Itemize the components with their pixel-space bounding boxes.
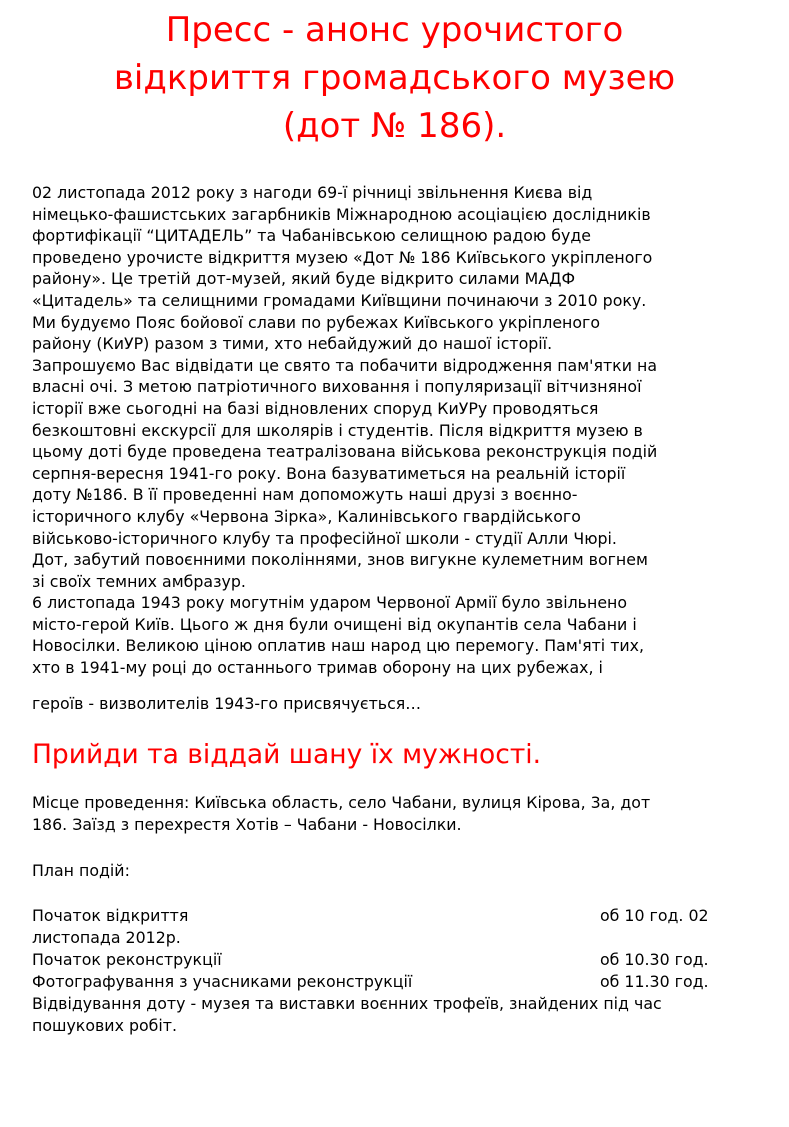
title-line: Пресс - анонс урочистого xyxy=(165,10,624,50)
announcement-body xyxy=(32,182,762,714)
schedule-event: Початок відкриття xyxy=(32,906,189,925)
schedule-row xyxy=(32,905,772,927)
body-line: військово-історичного клубу та професійної школи - студії Алли Чюрі. xyxy=(32,528,617,548)
venue-line: Місце проведення: Київська область, село Чабани, вулиця Кірова, 3а, дот xyxy=(32,793,651,812)
schedule-row xyxy=(32,971,772,993)
page-title xyxy=(0,6,789,150)
body-line: хто в 1941-му році до останнього тримав оборону на цих рубежах, і xyxy=(32,658,603,678)
plan-title: План подій: xyxy=(32,861,130,880)
body-line: безкоштовні екскурсії для школярів і студентів. Після відкриття музею в xyxy=(32,420,643,440)
body-line: історії вже сьогодні на базі відновлених споруд КиУРу проводяться xyxy=(32,398,599,418)
body-line: Ми будуємо Пояс бойової слави по рубежах Київського укріпленого xyxy=(32,312,600,332)
event-schedule xyxy=(32,905,772,1037)
body-line: 02 листопада 2012 року з нагоди 69-ї річниці звільнення Києва від xyxy=(32,183,593,202)
schedule-time: об 11.30 год. xyxy=(600,972,709,991)
venue-line: 186. Заїзд з перехрестя Хотів – Чабани - Новосілки. xyxy=(32,815,462,834)
title-line: відкриття громадського музею xyxy=(113,58,676,98)
body-line: місто-герой Київ. Цього ж дня були очищені від окупантів села Чабани і xyxy=(32,614,637,634)
body-line: власні очі. З метою патріотичного виховання і популяризації вітчизняної xyxy=(32,377,642,397)
body-line: Запрошуємо Вас відвідати це свято та побачити відродження пам'ятки на xyxy=(32,355,658,375)
body-tail-line: героїв - визволителів 1943-го присвячується… xyxy=(32,693,422,713)
venue-info xyxy=(32,792,650,836)
schedule-row-continuation xyxy=(32,927,772,949)
body-line: фортифікації “ЦИТАДЕЛЬ” та Чабанівською селищною радою буде xyxy=(32,226,591,246)
schedule-event: Фотографування з учасниками реконструкції xyxy=(32,972,413,991)
body-line: зі своїх темних амбразур. xyxy=(32,571,246,591)
closing-line: Відвідування доту - музея та виставки воєнних трофеїв, знайдених під час xyxy=(32,994,662,1013)
closing-line: пошукових робіт. xyxy=(32,1016,177,1035)
schedule-time: об 10.30 год. xyxy=(600,950,709,969)
body-line: району». Це третій дот-музей, який буде відкрито силами МАДФ xyxy=(32,269,576,289)
call-to-action: Прийди та віддай шану їх мужності. xyxy=(32,739,542,770)
body-line: цьому доті буде проведена театралізована військова реконструкція подій xyxy=(32,442,658,462)
body-line: доту №186. В її проведенні нам допоможуть наші друзі з воєнно- xyxy=(32,485,578,505)
schedule-time: об 10 год. 02 xyxy=(600,906,709,925)
body-line: проведено урочисте відкриття музею «Дот № 186 Київського укріпленого xyxy=(32,247,653,267)
body-line: німецько-фашистських загарбників Міжнародною асоціацією дослідників xyxy=(32,204,651,224)
schedule-event: Початок реконструкції xyxy=(32,950,222,969)
body-line: району (КиУР) разом з тими, хто небайдужий до нашої історії. xyxy=(32,334,553,354)
body-line: Новосілки. Великою ціною оплатив наш народ цю перемогу. Пам'яті тих, xyxy=(32,636,645,656)
body-line: 6 листопада 1943 року могутнім ударом Червоної Армії було звільнено xyxy=(32,593,628,613)
body-line: Дот, забутий повоєнними поколіннями, знов вигукне кулеметним вогнем xyxy=(32,550,648,570)
schedule-continuation: листопада 2012р. xyxy=(32,928,181,947)
body-line: серпня-вересня 1941-го року. Вона базуватиметься на реальній історії xyxy=(32,463,626,483)
body-line: історичного клубу «Червона Зірка», Калинівського гвардійського xyxy=(32,506,581,526)
title-line: (дот № 186). xyxy=(282,106,507,146)
body-line: «Цитадель» та селищними громадами Київщини починаючи з 2010 року. xyxy=(32,290,647,310)
schedule-row xyxy=(32,949,772,971)
